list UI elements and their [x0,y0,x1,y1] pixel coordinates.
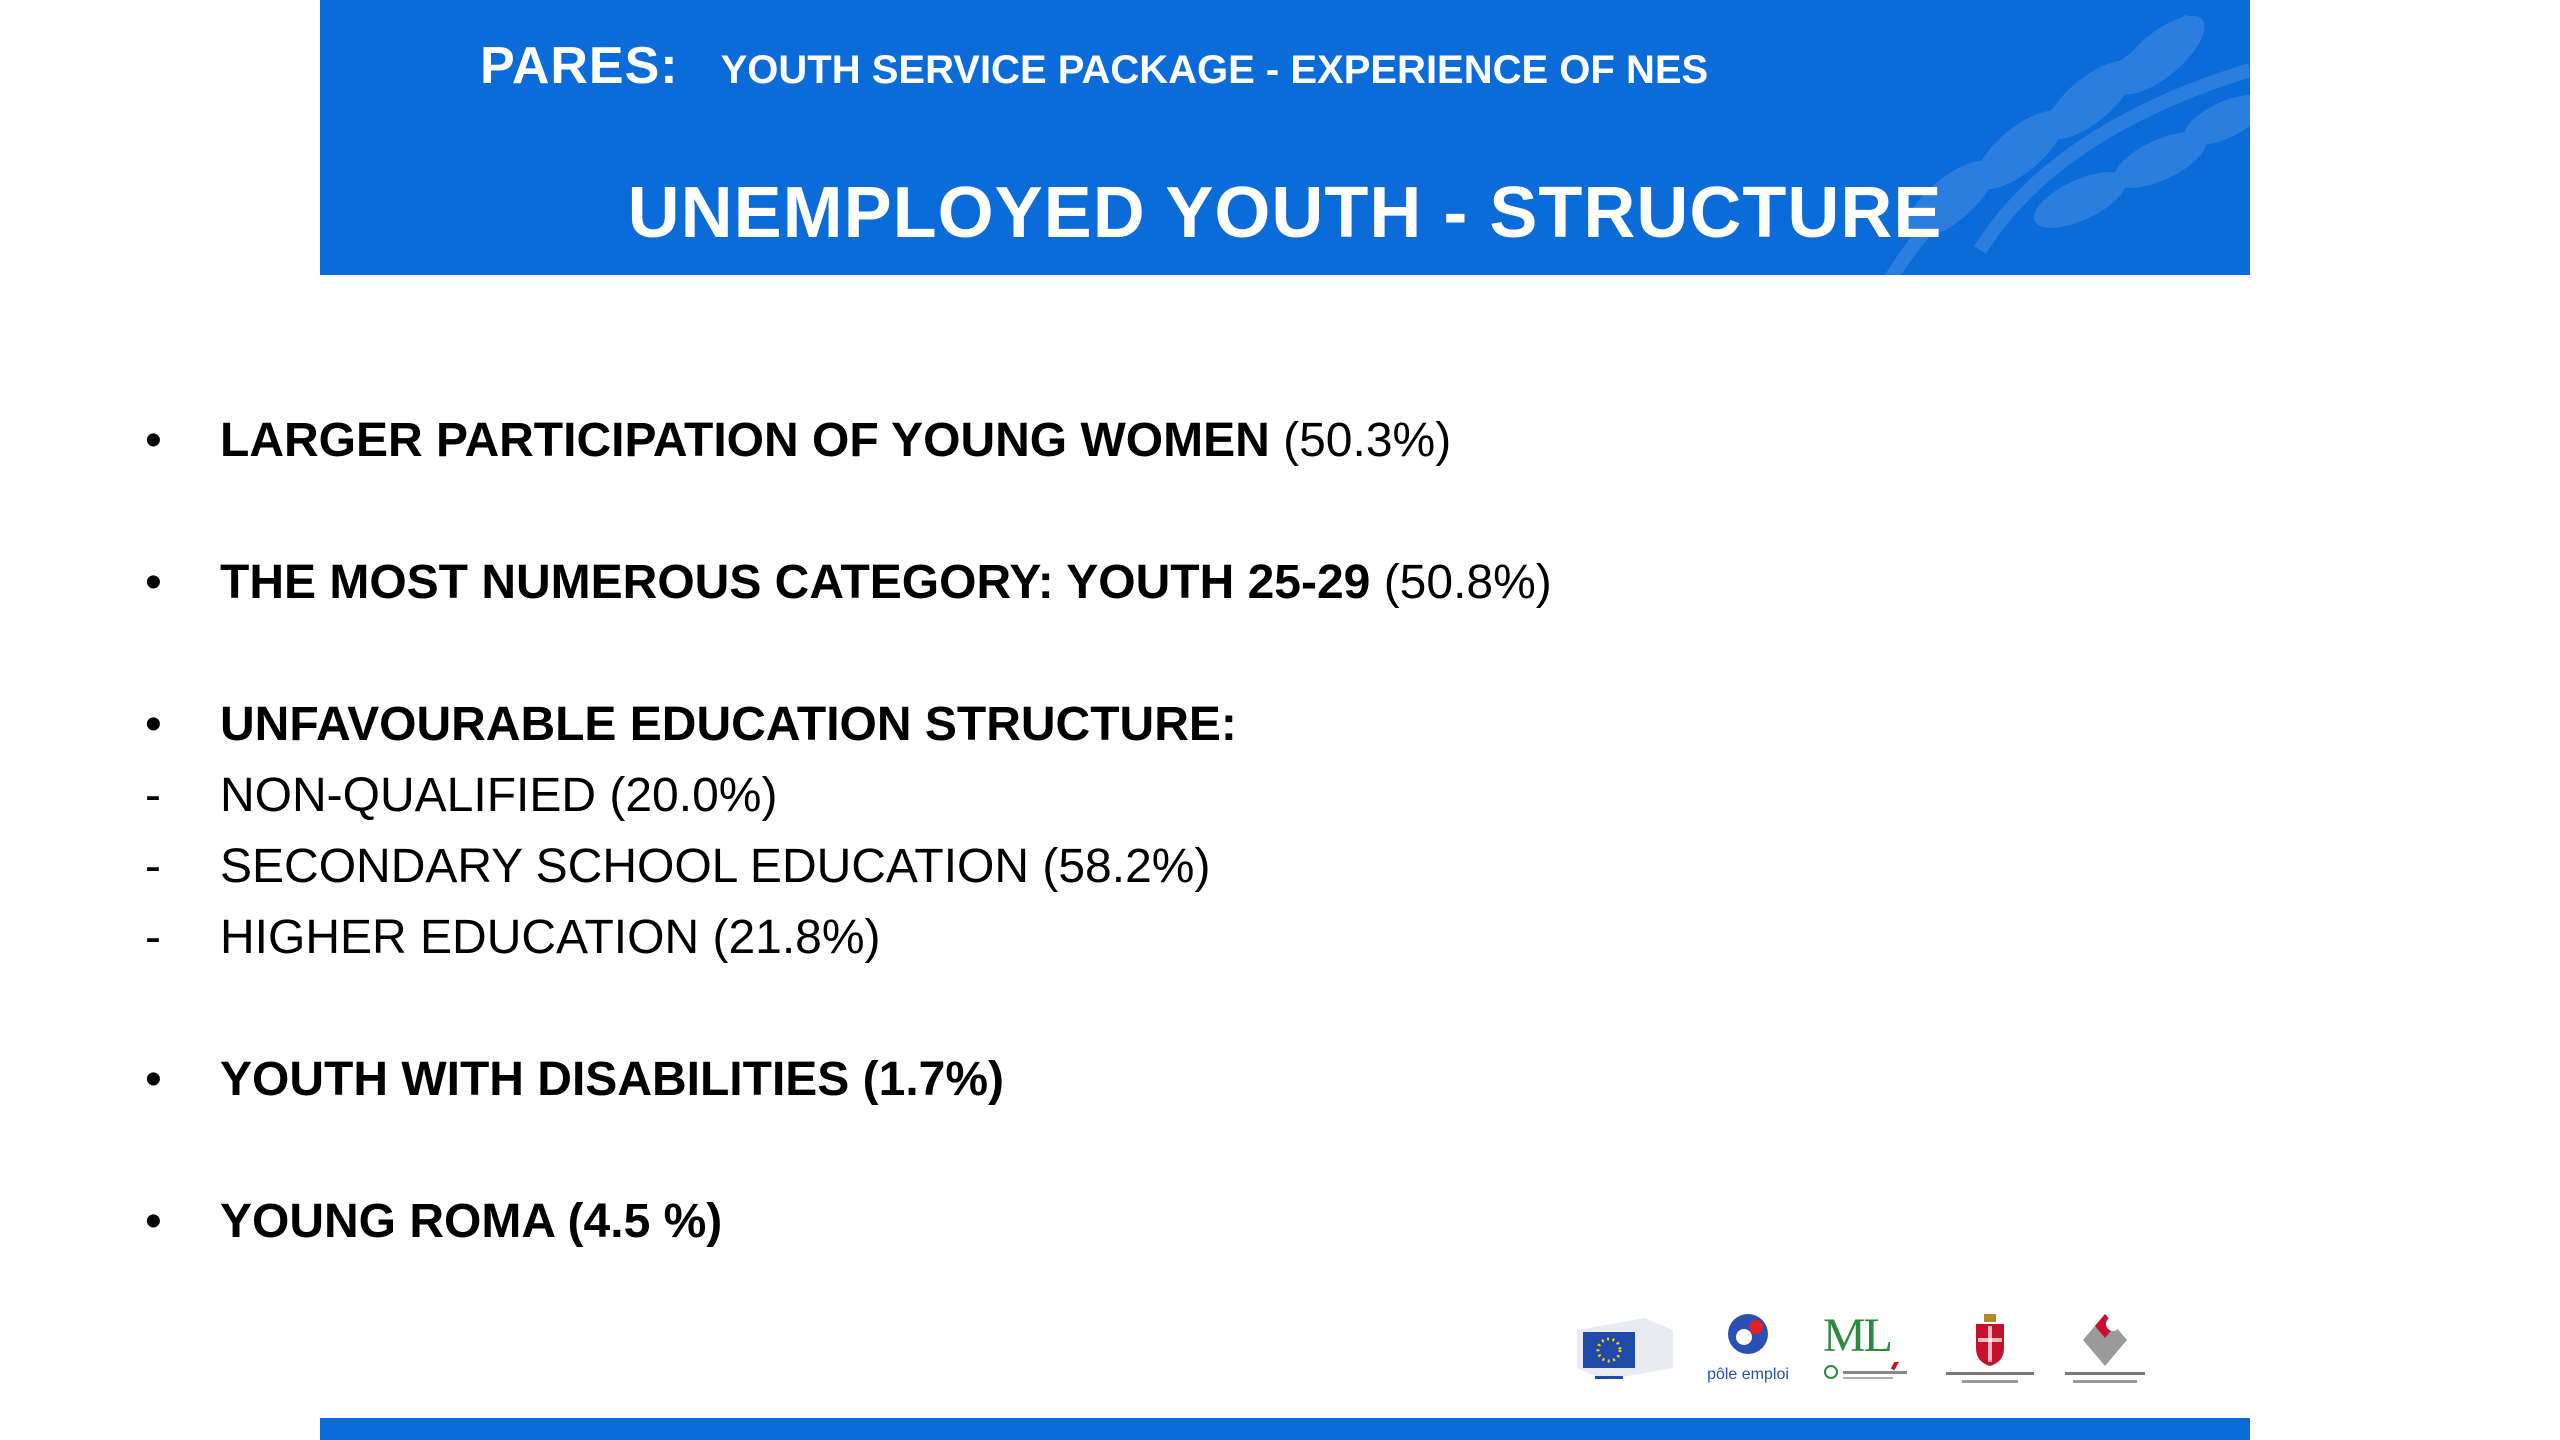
eu-flag-logo [1575,1310,1675,1390]
bullet-item [145,405,2345,476]
ml-logo [1823,1310,1913,1390]
bullet-marker: • [145,414,162,467]
bullet-marker: • [145,1053,162,1106]
sub-item-label: NON-QUALIFIED (20.0%) [220,769,778,822]
ministry-crest-logo [1940,1310,2040,1390]
bullet-marker: • [145,698,162,751]
bullet-item [145,547,2345,618]
bullet-list [145,405,2345,1257]
pole-emploi-logo [1703,1310,1793,1390]
sub-item [145,831,2345,902]
bullet-value: (50.8%) [1383,556,1552,609]
sub-item-label: HIGHER EDUCATION (21.8%) [220,911,881,964]
bullet-item [145,689,2345,760]
dash-marker: - [145,840,161,893]
bullet-label: YOUTH WITH DISABILITIES (1.7%) [220,1053,1005,1106]
sub-item [145,902,2345,973]
bullet-item [145,1044,2345,1115]
bullet-marker: • [145,556,162,609]
header-supertitle [480,36,1708,96]
pole-emploi-text: pôle emploi [1707,1366,1789,1383]
bullet-label: UNFAVOURABLE EDUCATION STRUCTURE: [220,698,1237,751]
dash-marker: - [145,769,161,822]
footer-bar [320,1418,2250,1440]
partner-logos [1575,1310,2155,1390]
bullet-label: LARGER PARTICIPATION OF YOUNG WOMEN [220,414,1270,467]
sub-item [145,760,2345,831]
bullet-item [145,1186,2345,1257]
header-label: PARES: [480,37,679,95]
bullet-label: YOUNG ROMA (4.5 %) [220,1195,723,1248]
agency-logo [2055,1310,2155,1390]
ml-emblem-icon [1823,1362,1913,1386]
sub-item-label: SECONDARY SCHOOL EDUCATION (58.2%) [220,840,1211,893]
pole-emploi-mark-icon [1703,1310,1793,1360]
header-subtitle: YOUTH SERVICE PACKAGE - EXPERIENCE OF NES [720,48,1709,92]
ml-logo-text: ML [1823,1309,1891,1362]
bullet-marker: • [145,1195,162,1248]
dash-marker: - [145,911,161,964]
header-banner [320,0,2250,275]
slide-title: UNEMPLOYED YOUTH - STRUCTURE [627,173,1943,253]
bullet-value: (50.3%) [1283,414,1452,467]
bullet-label: THE MOST NUMEROUS CATEGORY: YOUTH 25-29 [220,556,1371,609]
